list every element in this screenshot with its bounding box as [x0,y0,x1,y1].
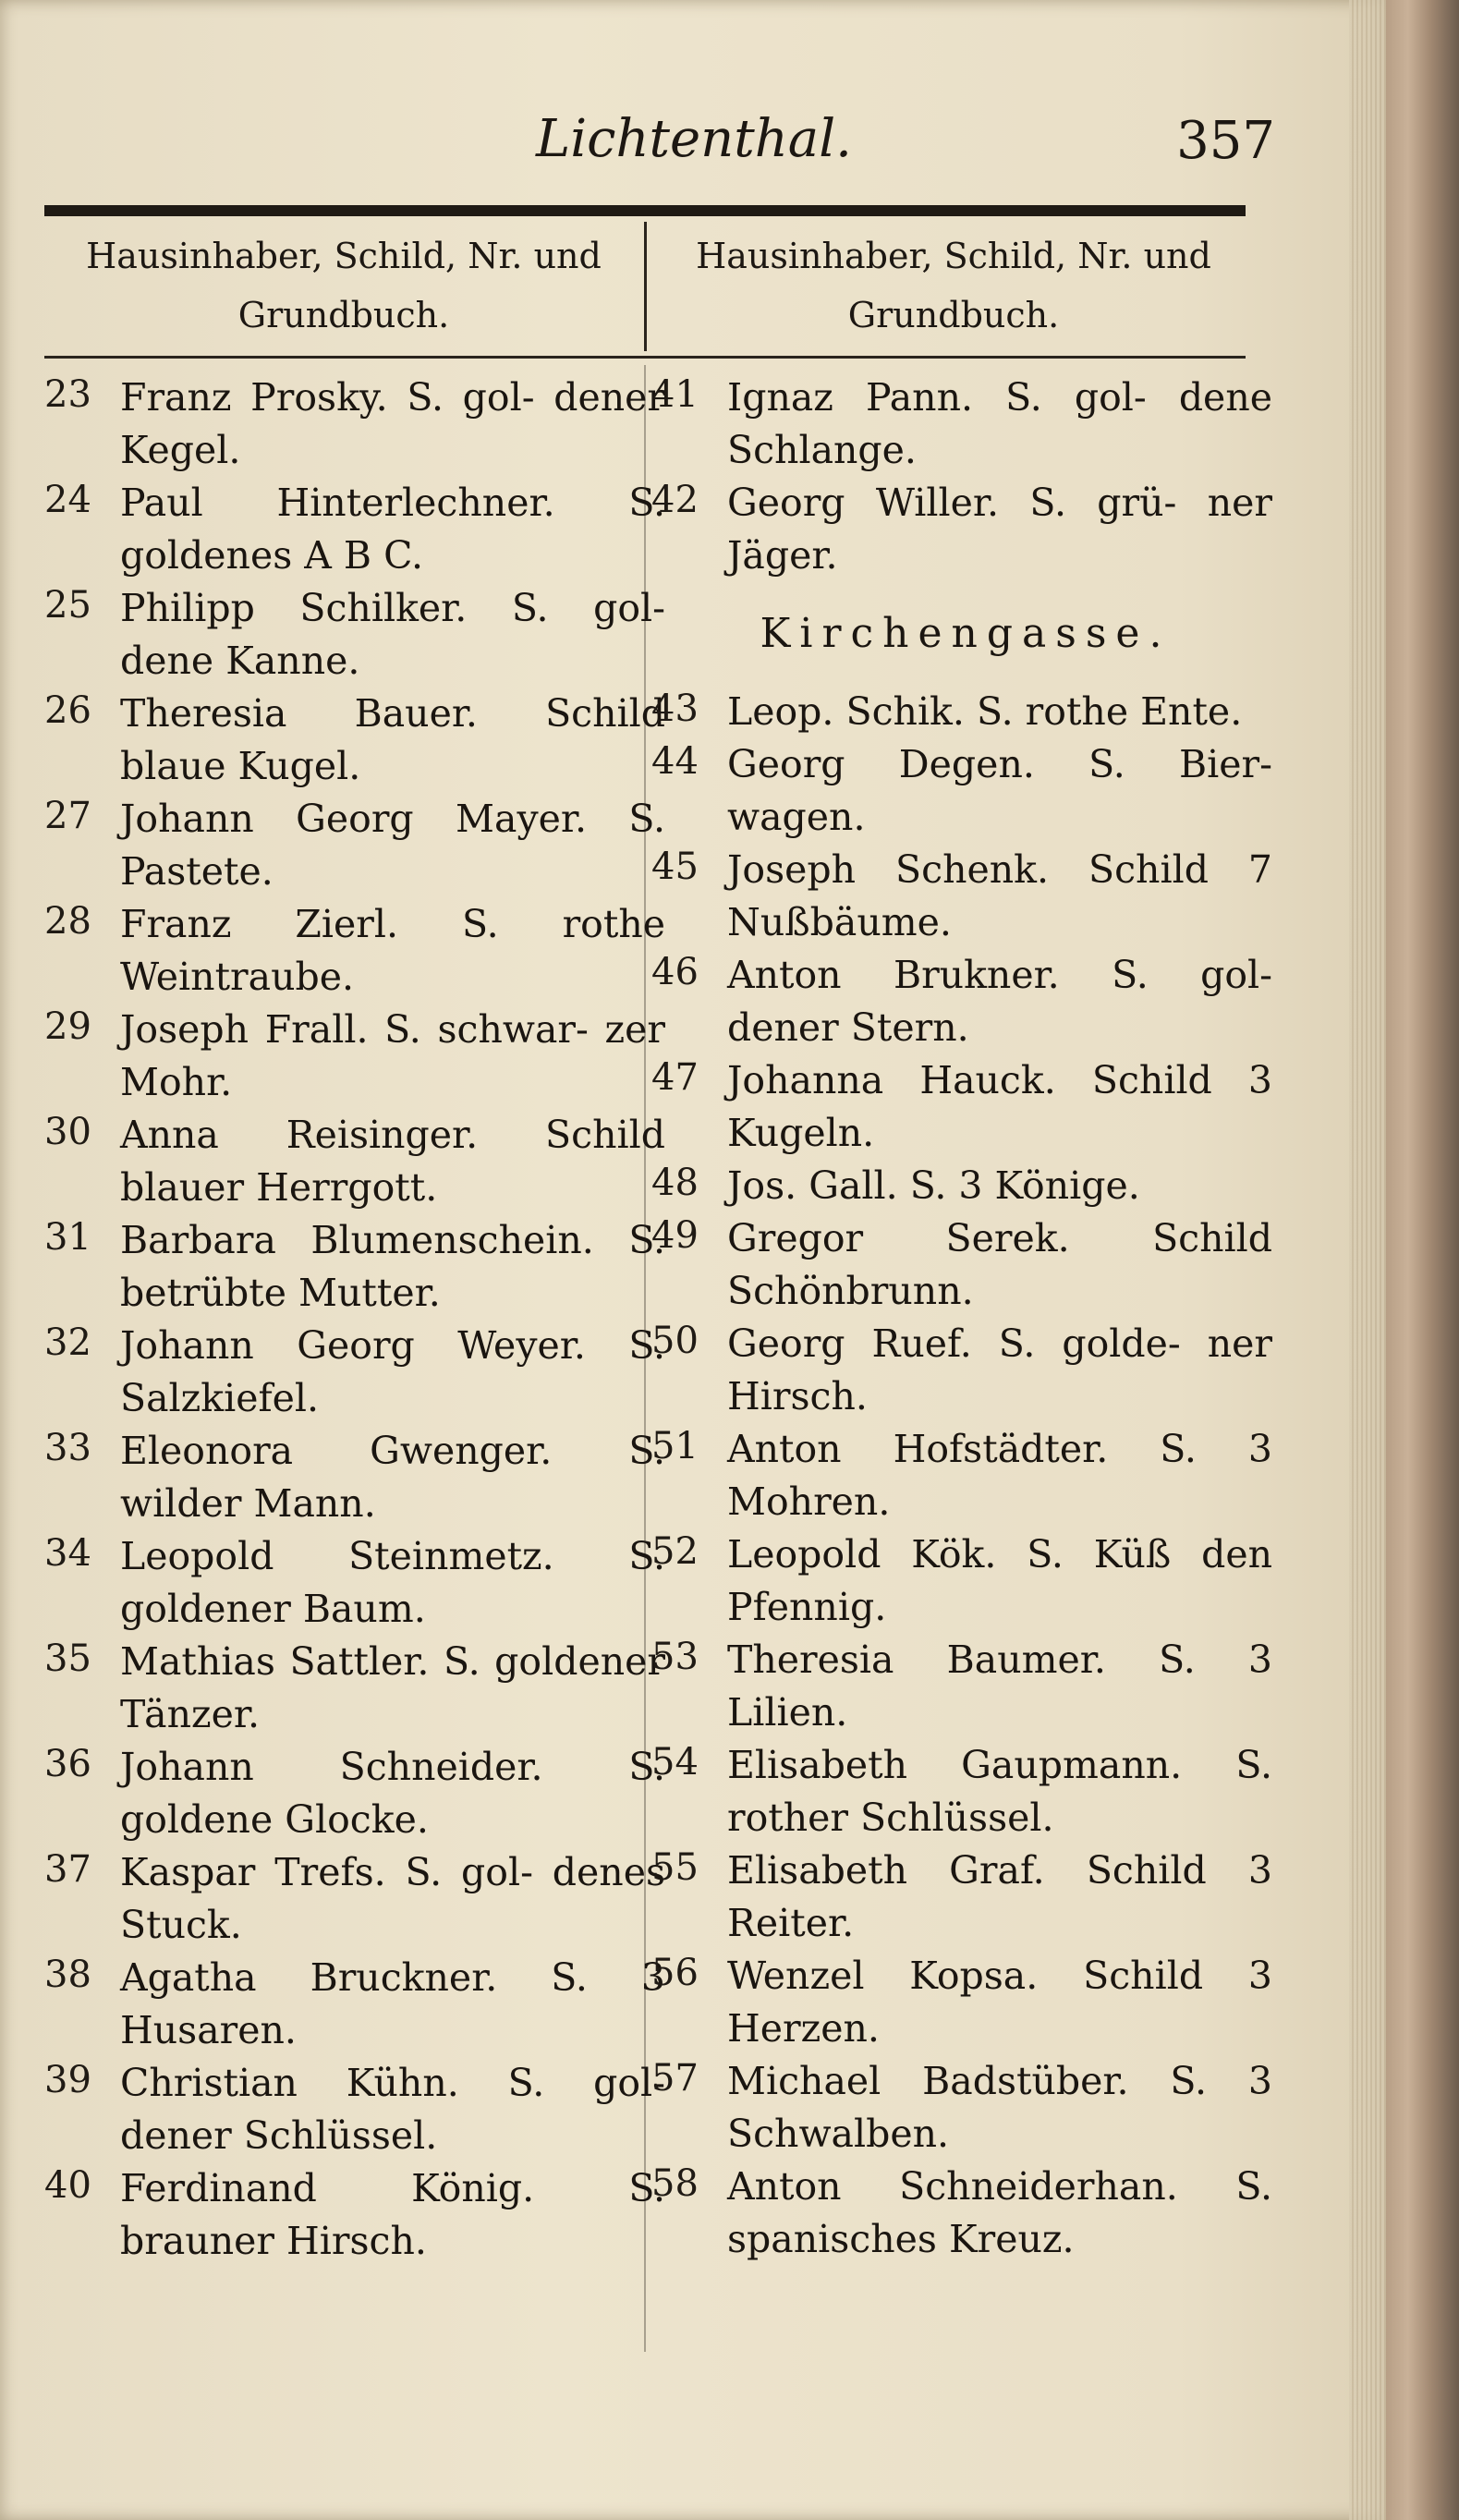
house-number: 23 [44,373,91,416]
entry-text: Georg Willer. S. grü- ner Jäger. [727,481,1272,578]
entry-text: Elisabeth Gaupmann. S. rother Schlüssel. [727,1743,1272,1840]
house-number: 26 [44,689,91,732]
book-cover-edge [1386,0,1459,2520]
list-item [651,738,1272,844]
house-number: 34 [44,1532,91,1575]
house-number: 41 [651,373,699,416]
column-heading-left: Hausinhaber, Schild, Nr. und Grundbuch. [86,236,602,335]
list-item [44,371,665,477]
list-item [44,1004,665,1109]
list-item [44,1952,665,2057]
house-number: 33 [44,1427,91,1469]
entry-text: Anton Schneiderhan. S. spanisches Kreuz. [727,2164,1272,2261]
page-edges [1349,0,1386,2520]
entry-text: Leopold Steinmetz. S. goldener Baum. [120,1534,665,1631]
list-item [651,1844,1272,1950]
list-item [44,477,665,582]
list-item [651,1634,1272,1739]
entry-text: Joseph Frall. S. schwar- zer Mohr. [120,1007,665,1104]
list-item [44,1846,665,1952]
list-item [651,1739,1272,1844]
list-item [651,2161,1272,2266]
list-item [651,1950,1272,2055]
list-item [651,1160,1243,1212]
house-number: 43 [651,688,699,730]
house-number: 39 [44,2059,91,2101]
house-number: 25 [44,584,91,627]
house-number: 55 [651,1846,699,1889]
right-column [651,371,1272,2266]
entry-text: Elisabeth Graf. Schild 3 Reiter. [727,1848,1272,1945]
list-item [44,2162,665,2268]
entry-text: Leopold Kök. S. Küß den Pfennig. [727,1532,1272,1629]
entry-text: Ferdinand König. S. brauner Hirsch. [120,2166,665,2263]
running-title: Lichtenthal. [536,109,852,169]
entry-text: Christian Kühn. S. gol- dener Schlüssel. [120,2061,665,2158]
house-number: 50 [651,1320,699,1362]
entry-text: Johann Georg Weyer. S. Salzkiefel. [120,1323,665,1420]
entry-text: Joseph Schenk. Schild 7 Nußbäume. [727,847,1272,944]
list-item [44,582,665,688]
list-item [651,1528,1272,1634]
entry-text: Paul Hinterlechner. S. goldenes A B C. [120,481,665,578]
house-number: 24 [44,479,91,521]
list-item [44,898,665,1004]
house-number: 48 [651,1162,699,1204]
left-column [44,371,665,2268]
list-item [651,686,1243,738]
entry-text: Jos. Gall. S. 3 Könige. [727,1163,1140,1208]
house-number: 31 [44,1216,91,1259]
list-item [44,1636,665,1741]
house-number: 38 [44,1954,91,1996]
house-number: 44 [651,740,699,783]
entry-text: Anton Brukner. S. gol- dener Stern. [727,953,1272,1050]
entry-text: Agatha Bruckner. S. 3 Husaren. [120,1955,665,2052]
entry-text: Michael Badstüber. S. 3 Schwalben. [727,2059,1272,2156]
entry-text: Georg Ruef. S. golde- ner Hirsch. [727,1321,1272,1418]
page-number: 357 [1176,111,1275,171]
entry-text: Mathias Sattler. S. goldener Tänzer. [120,1639,665,1736]
house-number: 28 [44,900,91,943]
entry-text: Franz Prosky. S. gol- dener Kegel. [120,375,665,472]
list-item [651,844,1272,949]
entry-text: Leop. Schik. S. rothe Ente. [727,689,1243,734]
entry-text: Gregor Serek. Schild Schönbrunn. [727,1216,1272,1313]
house-number: 36 [44,1743,91,1785]
entry-text: Johann Georg Mayer. S. Pastete. [120,797,665,894]
house-number: 30 [44,1111,91,1153]
heading-divider [644,222,647,351]
entry-text: Johanna Hauck. Schild 3 Kugeln. [727,1058,1272,1155]
list-item [44,1741,665,1846]
entry-text: Anna Reisinger. Schild blauer Herrgott. [120,1113,665,1210]
list-item [44,1530,665,1636]
list-item [651,1318,1272,1423]
list-item [651,1212,1272,1318]
house-number: 53 [651,1636,699,1678]
top-rule [44,205,1246,216]
list-item [651,477,1272,582]
house-number: 49 [651,1214,699,1257]
house-number: 58 [651,2162,699,2205]
entry-text: Philipp Schilker. S. gol- dene Kanne. [120,586,665,683]
house-number: 37 [44,1848,91,1891]
list-item [44,1320,665,1425]
list-item [651,1423,1272,1528]
entry-text: Johann Schneider. S. goldene Glocke. [120,1745,665,1842]
entry-text: Anton Hofstädter. S. 3 Mohren. [727,1427,1272,1524]
entry-text: Franz Zierl. S. rothe Weintraube. [120,902,665,999]
column-heading-right: Hausinhaber, Schild, Nr. und Grundbuch. [696,236,1211,335]
house-number: 57 [651,2057,699,2100]
house-number: 45 [651,846,699,888]
list-item [651,1054,1272,1160]
heading-rule [44,356,1246,359]
entry-text: Wenzel Kopsa. Schild 3 Herzen. [727,1954,1272,2051]
list-item [44,793,665,898]
house-number: 42 [651,479,699,521]
entry-text: Ignaz Pann. S. gol- dene Schlange. [727,375,1272,472]
house-number: 47 [651,1056,699,1099]
house-number: 35 [44,1637,91,1680]
entry-text: Theresia Bauer. Schild blaue Kugel. [120,691,665,788]
list-item [651,949,1272,1054]
list-item [44,1214,665,1320]
entry-text: Barbara Blumenschein. S. betrübte Mutter. [120,1218,665,1315]
list-item [44,2057,665,2162]
street-heading: Kirchengasse. [760,610,1172,657]
list-item [44,688,665,793]
house-number: 51 [651,1425,699,1467]
house-number: 54 [651,1741,699,1783]
entry-text: Kaspar Trefs. S. gol- denes Stuck. [120,1850,665,1947]
list-item [44,1109,665,1214]
entry-text: Theresia Baumer. S. 3 Lilien. [727,1637,1272,1735]
house-number: 52 [651,1530,699,1573]
house-number: 29 [44,1005,91,1048]
entry-text: Eleonora Gwenger. S. wilder Mann. [120,1429,665,1526]
house-number: 56 [651,1952,699,1994]
house-number: 40 [44,2164,91,2207]
list-item [44,1425,665,1530]
house-number: 27 [44,795,91,837]
entry-text: Georg Degen. S. Bier- wagen. [727,742,1272,839]
house-number: 32 [44,1321,91,1364]
house-number: 46 [651,951,699,993]
list-item [651,371,1272,477]
list-item [651,2055,1272,2161]
